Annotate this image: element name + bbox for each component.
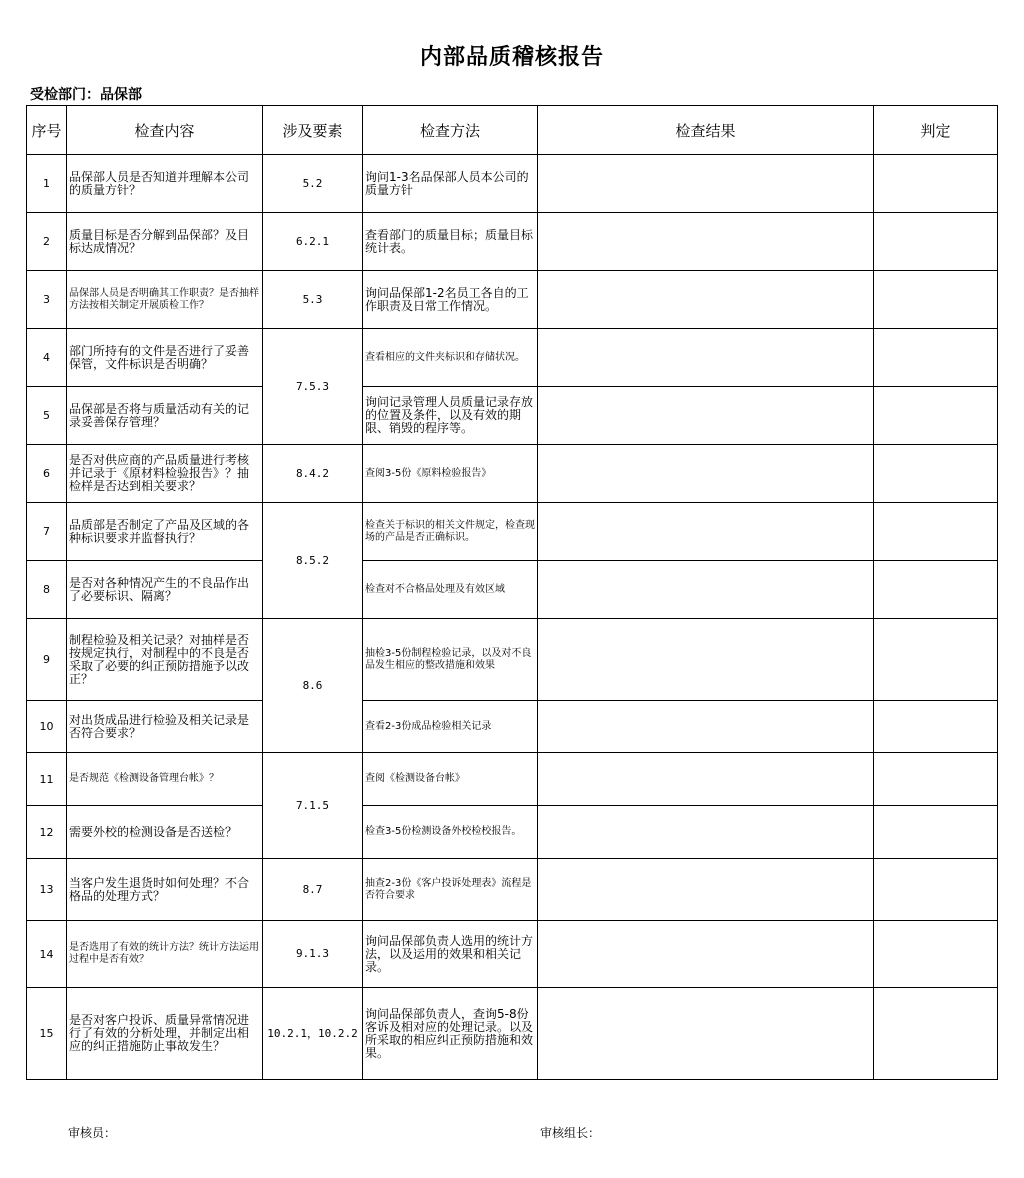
row-content: 需要外校的检测设备是否送检？	[67, 806, 263, 859]
row-content: 是否规范《检测设备管理台帐》？	[67, 753, 263, 806]
row-result-cell[interactable]	[538, 921, 874, 988]
table-row	[27, 921, 998, 988]
row-result-cell[interactable]	[538, 988, 874, 1080]
row-content: 当客户发生退货时如何处理？不合格品的处理方式？	[67, 859, 263, 921]
row-seq: 4	[27, 329, 67, 387]
row-verdict-cell[interactable]	[874, 503, 998, 561]
row-element: 5.3	[263, 271, 363, 329]
row-element: 6.2.1	[263, 213, 363, 271]
row-seq: 11	[27, 753, 67, 806]
row-result-cell[interactable]	[538, 859, 874, 921]
row-content: 品质部是否制定了产品及区域的各种标识要求并监督执行？	[67, 503, 263, 561]
row-verdict-cell[interactable]	[874, 561, 998, 619]
row-verdict-cell[interactable]	[874, 753, 998, 806]
row-result-cell[interactable]	[538, 329, 874, 387]
row-content: 制程检验及相关记录？对抽样是否按规定执行，对制程中的不良是否采取了必要的纠正预防措施予以改正？	[67, 619, 263, 701]
row-verdict-cell[interactable]	[874, 329, 998, 387]
row-element: 10.2.1，10.2.2	[263, 988, 363, 1080]
row-method: 查阅《检测设备台帐》	[363, 753, 538, 806]
row-result-cell[interactable]	[538, 213, 874, 271]
row-seq: 3	[27, 271, 67, 329]
row-element: 8.4.2	[263, 445, 363, 503]
header-content: 检查内容	[67, 106, 263, 155]
table-header-row	[27, 106, 998, 155]
row-result-cell[interactable]	[538, 503, 874, 561]
row-verdict-cell[interactable]	[874, 988, 998, 1080]
row-method: 抽查2-3份《客户投诉处理表》流程是否符合要求	[363, 859, 538, 921]
table-row	[27, 701, 998, 753]
row-method: 查看部门的质量目标；质量目标统计表。	[363, 213, 538, 271]
row-method: 检查对不合格品处理及有效区域	[363, 561, 538, 619]
table-row	[27, 988, 998, 1080]
row-result-cell[interactable]	[538, 806, 874, 859]
row-content: 品保部人员是否明确其工作职责？是否抽样方法按相关制定开展质检工作？	[67, 271, 263, 329]
row-result-cell[interactable]	[538, 271, 874, 329]
row-verdict-cell[interactable]	[874, 859, 998, 921]
header-method: 检查方法	[363, 106, 538, 155]
audit-leader-label: 审核组长：	[540, 1126, 601, 1140]
row-method: 检查关于标识的相关文件规定，检查现场的产品是否正确标识。	[363, 503, 538, 561]
row-verdict-cell[interactable]	[874, 271, 998, 329]
table-row	[27, 806, 998, 859]
row-element: 8.7	[263, 859, 363, 921]
table-row	[27, 503, 998, 561]
table-row	[27, 387, 998, 445]
table-row	[27, 859, 998, 921]
row-element: 9.1.3	[263, 921, 363, 988]
row-verdict-cell[interactable]	[874, 155, 998, 213]
row-method: 询问品保部1-2名员工各自的工作职责及日常工作情况。	[363, 271, 538, 329]
row-verdict-cell[interactable]	[874, 213, 998, 271]
row-content: 品保部是否将与质量活动有关的记录妥善保存管理？	[67, 387, 263, 445]
row-result-cell[interactable]	[538, 619, 874, 701]
row-verdict-cell[interactable]	[874, 445, 998, 503]
row-method: 询问品保部负责人，查询5-8份客诉及相对应的处理记录。以及所采取的相应纠正预防措施和效果。	[363, 988, 538, 1080]
row-element: 8.6	[263, 619, 363, 753]
row-element: 5.2	[263, 155, 363, 213]
row-content: 部门所持有的文件是否进行了妥善保管，文件标识是否明确？	[67, 329, 263, 387]
row-method: 查阅3-5份《原料检验报告》	[363, 445, 538, 503]
row-element: 7.1.5	[263, 753, 363, 859]
row-content: 对出货成品进行检验及相关记录是否符合要求？	[67, 701, 263, 753]
row-content: 是否对客户投诉、质量异常情况进行了有效的分析处理，并制定出相应的纠正措施防止事故发生？	[67, 988, 263, 1080]
row-seq: 15	[27, 988, 67, 1080]
row-verdict-cell[interactable]	[874, 701, 998, 753]
row-method: 询问品保部负责人选用的统计方法，以及运用的效果和相关记录。	[363, 921, 538, 988]
table-row	[27, 155, 998, 213]
row-content: 品保部人员是否知道并理解本公司的质量方针？	[67, 155, 263, 213]
row-seq: 1	[27, 155, 67, 213]
row-method: 抽检3-5份制程检验记录，以及对不良品发生相应的整改措施和效果	[363, 619, 538, 701]
header-seq: 序号	[27, 106, 67, 155]
row-content: 质量目标是否分解到品保部？及目标达成情况？	[67, 213, 263, 271]
table-row	[27, 619, 998, 701]
row-seq: 10	[27, 701, 67, 753]
row-verdict-cell[interactable]	[874, 387, 998, 445]
row-seq: 5	[27, 387, 67, 445]
table-row	[27, 753, 998, 806]
department-label: 受检部门：品保部	[30, 87, 142, 103]
row-method: 查看2-3份成品检验相关记录	[363, 701, 538, 753]
table-row	[27, 445, 998, 503]
row-seq: 6	[27, 445, 67, 503]
row-result-cell[interactable]	[538, 753, 874, 806]
row-element: 8.5.2	[263, 503, 363, 619]
row-seq: 7	[27, 503, 67, 561]
row-method: 询问1-3名品保部人员本公司的质量方针	[363, 155, 538, 213]
table-row	[27, 329, 998, 387]
row-result-cell[interactable]	[538, 155, 874, 213]
row-verdict-cell[interactable]	[874, 921, 998, 988]
table-row	[27, 271, 998, 329]
row-result-cell[interactable]	[538, 561, 874, 619]
row-element: 7.5.3	[263, 329, 363, 445]
row-method: 询问记录管理人员质量记录存放的位置及条件，以及有效的期限、销毁的程序等。	[363, 387, 538, 445]
row-content: 是否选用了有效的统计方法？统计方法运用过程中是否有效？	[67, 921, 263, 988]
row-verdict-cell[interactable]	[874, 619, 998, 701]
table-row	[27, 561, 998, 619]
auditor-label: 审核员：	[68, 1126, 117, 1140]
row-result-cell[interactable]	[538, 701, 874, 753]
row-seq: 12	[27, 806, 67, 859]
row-seq: 9	[27, 619, 67, 701]
row-method: 查看相应的文件夹标识和存储状况。	[363, 329, 538, 387]
row-verdict-cell[interactable]	[874, 806, 998, 859]
row-seq: 8	[27, 561, 67, 619]
row-method: 检查3-5份检测设备外校检校报告。	[363, 806, 538, 859]
header-verdict: 判定	[874, 106, 998, 155]
row-result-cell[interactable]	[538, 445, 874, 503]
row-seq: 13	[27, 859, 67, 921]
row-seq: 14	[27, 921, 67, 988]
header-result: 检查结果	[538, 106, 874, 155]
header-element: 涉及要素	[263, 106, 363, 155]
row-content: 是否对各种情况产生的不良品作出了必要标识、隔离？	[67, 561, 263, 619]
row-seq: 2	[27, 213, 67, 271]
report-title: 内部品质稽核报告	[419, 44, 604, 70]
audit-table	[26, 105, 998, 1080]
row-content: 是否对供应商的产品质量进行考核并记录于《原材料检验报告》？抽检样是否达到相关要求？	[67, 445, 263, 503]
table-row	[27, 213, 998, 271]
row-result-cell[interactable]	[538, 387, 874, 445]
